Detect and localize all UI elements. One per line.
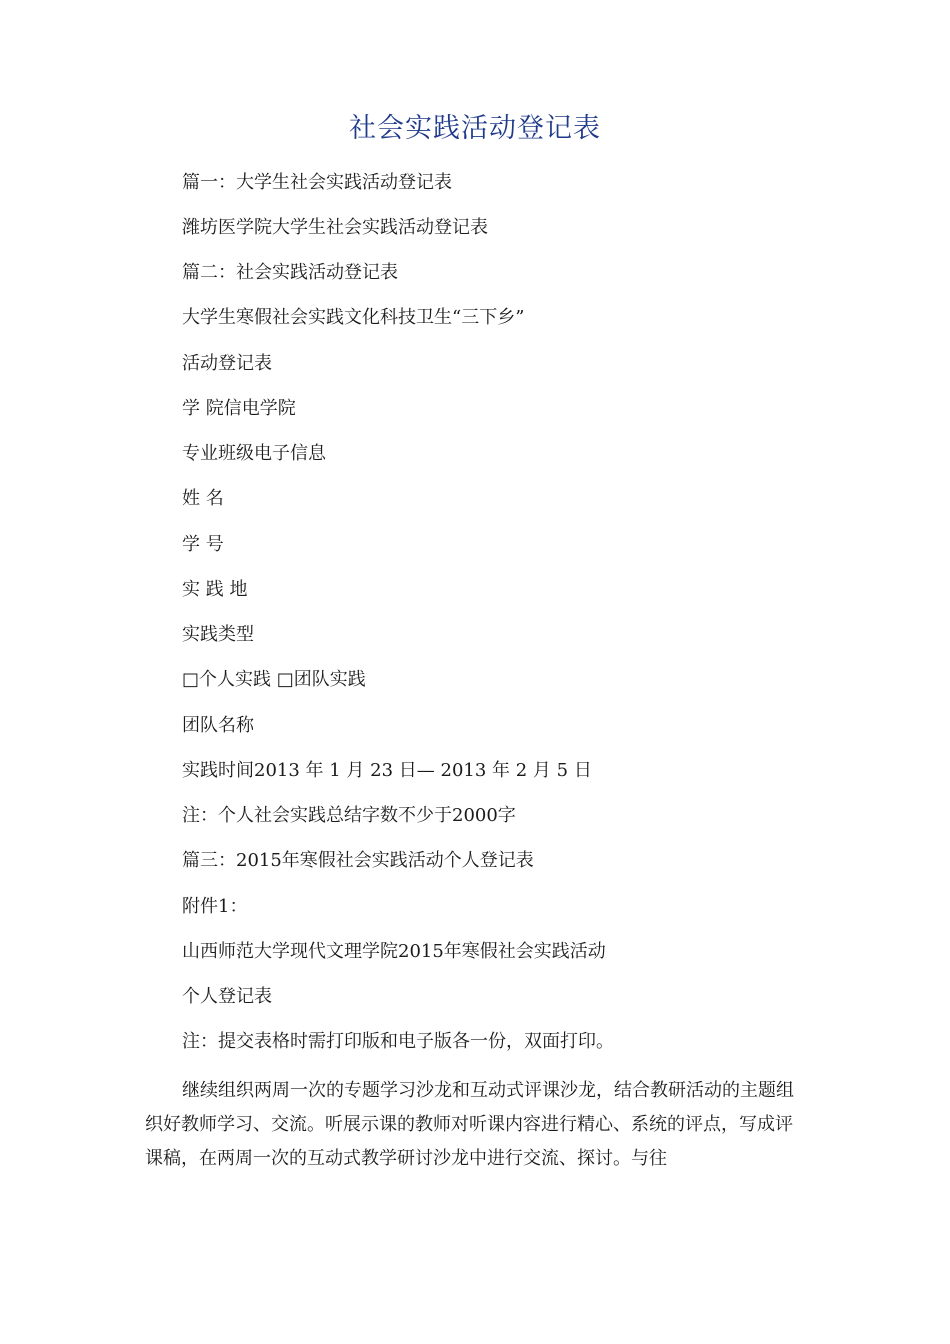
text-line: 专业班级电子信息 <box>182 443 326 464</box>
text-line: 实践类型 <box>182 624 254 645</box>
text-line: 附件1： <box>182 896 248 917</box>
text-line: 篇三：2015年寒假社会实践活动个人登记表 <box>182 850 534 871</box>
body-paragraph: 继续组织两周一次的专题学习沙龙和互动式评课沙龙，结合教研活动的主题组织好教师学习、交流。听展示课的教师对听课内容进行精心、系统的评点，写成评课稿，在两周一次的互动式教学研讨沙龙中进行交流、探讨。与往 <box>145 1080 794 1169</box>
text-line: 实 践 地 <box>182 579 248 600</box>
text-line: 姓 名 <box>182 488 224 509</box>
text-line: 个人登记表 <box>182 986 272 1007</box>
text-line: 学 院信电学院 <box>182 398 296 419</box>
text-line: 山西师范大学现代文理学院2015年寒假社会实践活动 <box>182 941 606 962</box>
document-title: 社会实践活动登记表 <box>349 113 601 144</box>
text-line: 活动登记表 <box>182 353 272 374</box>
text-line: 篇二：社会实践活动登记表 <box>182 262 398 283</box>
text-line: 篇一：大学生社会实践活动登记表 <box>182 172 452 193</box>
text-line: 注：提交表格时需打印版和电子版各一份，双面打印。 <box>182 1031 614 1052</box>
text-line: □个人实践 □团队实践 <box>182 669 366 690</box>
text-line: 学 号 <box>182 534 224 555</box>
text-line: 团队名称 <box>182 715 254 736</box>
text-line: 潍坊医学院大学生社会实践活动登记表 <box>182 217 488 238</box>
text-line: 大学生寒假社会实践文化科技卫生“三下乡” <box>182 307 525 328</box>
text-line: 注：个人社会实践总结字数不少于2000字 <box>182 805 516 826</box>
text-line: 实践时间2013 年 1 月 23 日— 2013 年 2 月 5 日 <box>182 760 592 781</box>
